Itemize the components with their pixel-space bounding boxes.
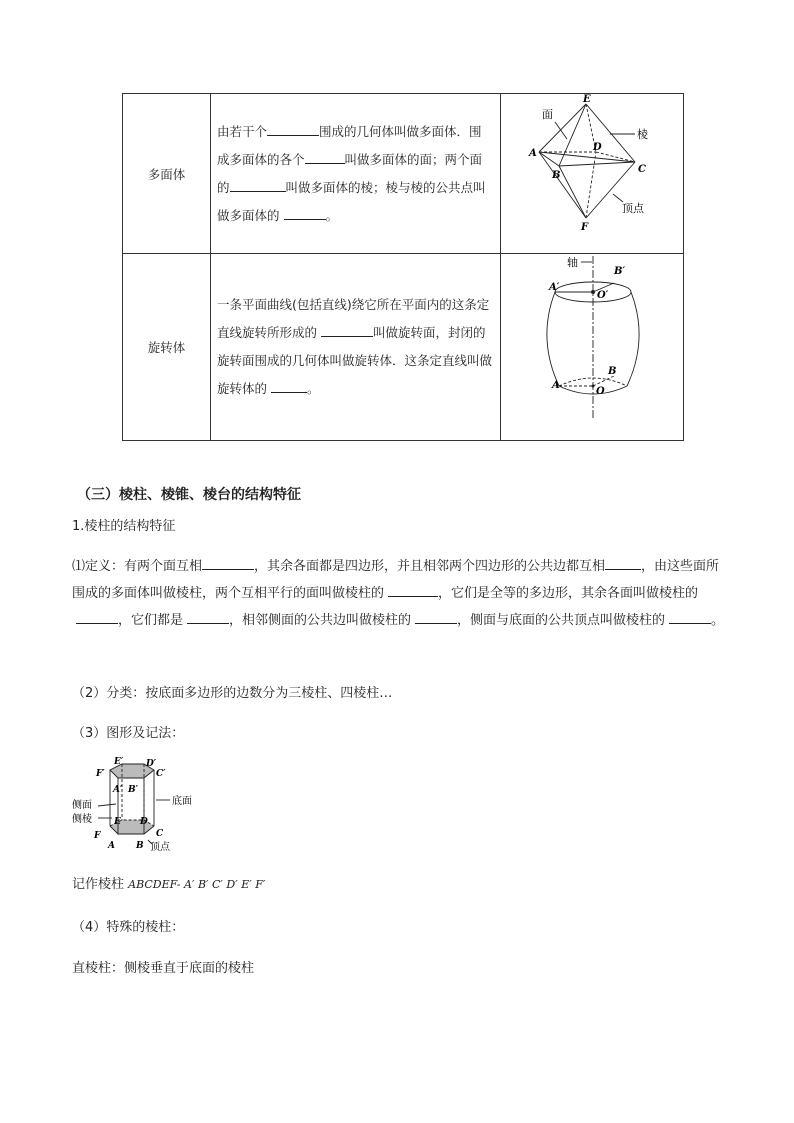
special-prisms-title: （4）特殊的棱柱： [72, 920, 185, 935]
fill-blank[interactable] [605, 555, 641, 570]
svg-text:A: A [108, 841, 115, 851]
subsection-title: 1.棱柱的结构特征 [72, 519, 176, 534]
octahedron-figure [501, 94, 683, 249]
label-axis: 轴 [567, 256, 578, 269]
svg-text:C: C [156, 829, 164, 839]
fill-blank[interactable] [388, 582, 438, 597]
table-row [123, 94, 684, 254]
svg-text:O: O [596, 386, 605, 397]
notation: 记作棱柱 ABCDEF- A′ B′ C′ D′ E′ F′ [72, 877, 266, 892]
svg-text:B′: B′ [128, 785, 138, 795]
svg-text:C′: C′ [156, 769, 166, 779]
fill-blank[interactable] [271, 378, 307, 393]
svg-text:B′: B′ [614, 266, 626, 277]
label-base: 底面 [172, 796, 192, 807]
svg-text:F′: F′ [96, 769, 105, 779]
fill-blank[interactable] [669, 609, 711, 624]
svg-text:E: E [114, 817, 121, 827]
barrel-figure [501, 254, 683, 436]
svg-text:A: A [529, 148, 537, 159]
classification: （2）分类：按底面多边形的边数分为三棱柱、四棱柱… [72, 686, 393, 701]
fill-blank[interactable] [415, 609, 457, 624]
right-prism-definition: 直棱柱：侧棱垂直于底面的棱柱 [72, 961, 255, 976]
section-heading: （三）棱柱、棱锥、棱台的结构特征 [77, 487, 301, 503]
polyhedron-figure-cell [501, 94, 684, 254]
row-name: 旋转体 [123, 254, 211, 441]
fill-blank[interactable] [321, 322, 373, 337]
svg-text:B: B [136, 841, 144, 851]
svg-text:B: B [608, 366, 617, 377]
fill-blank[interactable] [267, 121, 319, 136]
row-name: 多面体 [123, 94, 211, 254]
svg-text:C: C [638, 164, 646, 175]
row-definition: 由若干个 围成的几何体叫做多面体．围成多面体的各个 叫做多面体的面；两个面的 叫做多面体的棱；棱与棱的公共点叫做多面体的 。 [211, 94, 501, 254]
label-vertex: 顶点 [622, 202, 644, 215]
definition-table [122, 93, 684, 441]
svg-text:E′: E′ [114, 757, 124, 767]
svg-text:D: D [140, 817, 148, 827]
fill-blank[interactable] [284, 205, 326, 220]
prism-definition: ⑴定义：有两个面互相 ，其余各面都是四边形，并且相邻两个四边形的公共边都互相 ，由这些面所围成的多面体叫做棱柱，两个互相平行的面叫做棱柱的 ，它们是全等的多边形，其余各面叫做棱柱的，它们都是 ，相邻侧面的公共边叫做棱柱的 ，侧面与底面的公共顶点叫做棱柱的 。 [72, 553, 726, 634]
svg-text:B: B [552, 170, 561, 181]
svg-text:A′: A′ [113, 785, 123, 795]
label-vertex: 顶点 [150, 842, 170, 853]
svg-text:F: F [581, 222, 589, 233]
row-definition: 一条平面曲线(包括直线)绕它所在平面内的这条定直线旋转所形成的 叫做旋转面，封闭的旋转面围成的几何体叫做旋转体．这条定直线叫做旋转体的 。 [211, 254, 501, 441]
solid-of-revolution-figure-cell [501, 254, 684, 441]
label-face: 面 [542, 108, 553, 121]
svg-text:O′: O′ [597, 290, 609, 301]
fill-blank[interactable] [187, 609, 229, 624]
fill-blank[interactable] [76, 609, 118, 624]
fill-blank[interactable] [230, 177, 286, 192]
figure-title: （3）图形及记法： [72, 726, 185, 741]
svg-text:A: A [552, 380, 560, 391]
svg-text:E: E [583, 94, 591, 105]
hexagonal-prism-figure [70, 756, 210, 856]
label-side-edge: 侧棱 [72, 814, 92, 825]
svg-text:F: F [94, 831, 101, 841]
fill-blank[interactable] [202, 555, 254, 570]
table-row [123, 254, 684, 441]
fill-blank[interactable] [305, 149, 345, 164]
label-edge: 棱 [637, 128, 648, 141]
svg-text:A′: A′ [549, 282, 560, 293]
svg-text:D′: D′ [146, 759, 157, 769]
svg-text:D: D [593, 142, 602, 153]
label-side-face: 侧面 [72, 800, 92, 811]
